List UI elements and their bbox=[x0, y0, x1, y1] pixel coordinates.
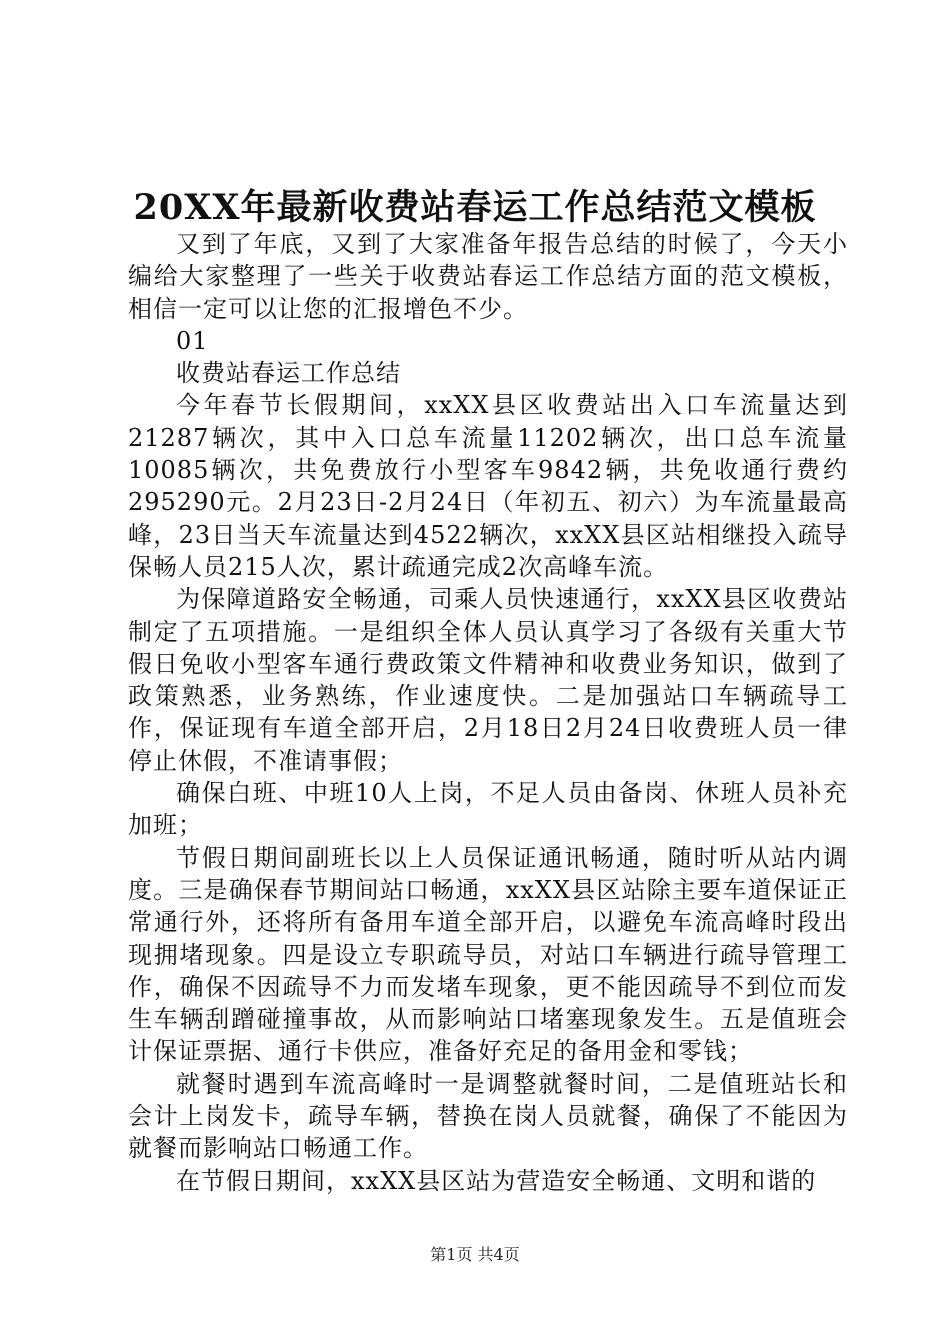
body-paragraph: 在节假日期间，xxXX县区站为营造安全畅通、文明和谐的 bbox=[176, 1166, 817, 1195]
document-title: 20XX年最新收费站春运工作总结范文模板 bbox=[133, 187, 817, 228]
body-paragraph: 节假日期间副班长以上人员保证通讯畅通，随时听从站内调度。三是确保春节期间站口畅通，xxXX县区站除主要车道保证正常通行外，还将所有备用车道全部开启，以避免车流高峰时段出现拥堵现象。四是设立专职疏导员，对站口车辆进行疏导管理工作，确保不因疏导不力而发堵车现象，更不能因疏导不到位而发生车辆刮蹭碰撞事故，从而影响站口堵塞现象发生。五是值班会计保证票据、通行卡供应，准备好充足的备用金和零钱； bbox=[128, 843, 848, 1066]
body-paragraph: 确保白班、中班10人上岗，不足人员由备岗、休班人员补充加班； bbox=[128, 779, 848, 840]
body-paragraph: 今年春节长假期间，xxXX县区收费站出入口车流量达到21287辆次，其中入口总车流量11202辆次，出口总车流量10085辆次，共免费放行小型客车9842辆，共免收通行费约295290元。2月23日-2月24日（年初五、初六）为车流量最高峰，23日当天车流量达到4522辆次，xxXX县区站相继投入疏导保畅人员215人次，累计疏通完成2次高峰车流。 bbox=[128, 391, 848, 581]
document-body bbox=[128, 228, 848, 1197]
page-footer: 第1页 共4页 bbox=[430, 1245, 520, 1264]
section-heading: 收费站春运工作总结 bbox=[176, 359, 401, 388]
intro-paragraph: 又到了年底，又到了大家准备年报告总结的时候了，今天小编给大家整理了一些关于收费站春运工作总结方面的范文模板，相信一定可以让您的汇报增色不少。 bbox=[128, 230, 848, 323]
body-paragraph: 就餐时遇到车流高峰时一是调整就餐时间，二是值班站长和会计上岗发卡，疏导车辆，替换在岗人员就餐，确保了不能因为就餐而影响站口畅通工作。 bbox=[128, 1069, 848, 1163]
section-number: 01 bbox=[176, 326, 209, 355]
body-paragraph: 为保障道路安全畅通，司乘人员快速通行，xxXX县区收费站制定了五项措施。一是组织全体人员认真学习了各级有关重大节假日免收小型客车通行费政策文件精神和收费业务知识，做到了政策熟悉，业务熟练，作业速度快。二是加强站口车辆疏导工作，保证现有车道全部开启，2月18日2月24日收费班人员一律停止休假，不准请事假； bbox=[128, 585, 848, 775]
